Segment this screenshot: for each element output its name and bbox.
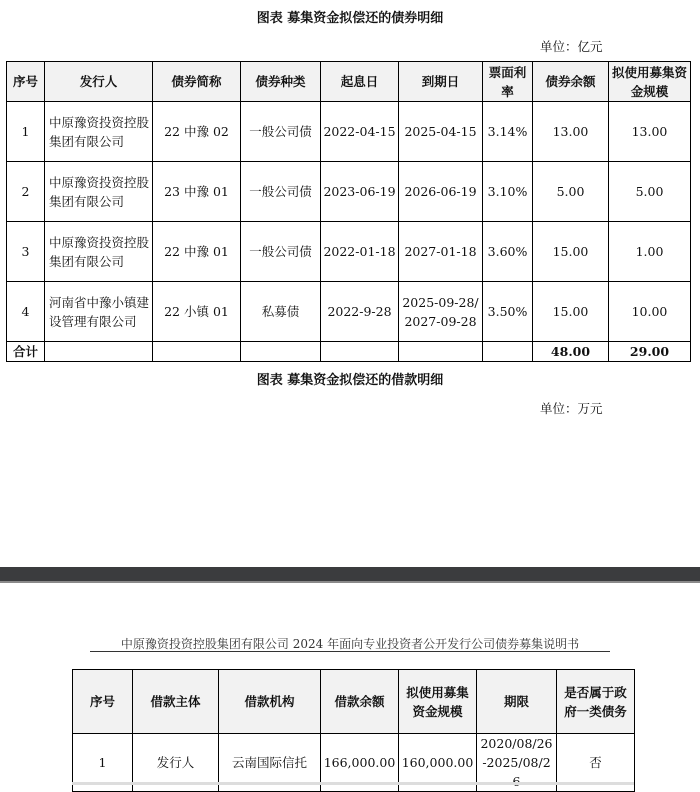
header-cell: 拟使用募集资金规模 xyxy=(609,62,691,102)
table-cell: 中原豫资投资控股集团有限公司 xyxy=(45,102,153,162)
table-cell: 10.00 xyxy=(609,282,691,342)
header-cell: 借款余额 xyxy=(321,670,399,734)
bond-table-header-row xyxy=(7,62,691,102)
table-cell: 160,000.00 xyxy=(399,734,477,792)
header-cell: 债券余额 xyxy=(533,62,609,102)
table-cell: 3.60% xyxy=(483,222,533,282)
header-cell: 借款主体 xyxy=(133,670,219,734)
table-cell: 一般公司债 xyxy=(241,222,321,282)
table-cell xyxy=(399,342,483,362)
total-label: 合计 xyxy=(7,342,45,362)
table-cell: 2025-09-28/2027-09-28 xyxy=(399,282,483,342)
table-cell xyxy=(321,342,399,362)
table-cell: 22 中豫 01 xyxy=(153,222,241,282)
table-cell: 3 xyxy=(7,222,45,282)
table-cell: 中原豫资投资控股集团有限公司 xyxy=(45,222,153,282)
header-cell: 票面利率 xyxy=(483,62,533,102)
loan-table-header-row xyxy=(73,670,635,734)
header-cell: 序号 xyxy=(73,670,133,734)
table-cell: 3.50% xyxy=(483,282,533,342)
table-cell xyxy=(241,342,321,362)
loan-table xyxy=(72,669,635,792)
table-cell xyxy=(45,342,153,362)
bond-table-unit: 单位：亿元 xyxy=(540,39,603,54)
header-cell: 序号 xyxy=(7,62,45,102)
loan-table-unit: 单位：万元 xyxy=(540,401,603,416)
table-cell: 否 xyxy=(557,734,635,792)
table-row xyxy=(7,162,691,222)
table-cell: 1 xyxy=(73,734,133,792)
table-cell: 2020/08/26-2025/08/2 xyxy=(477,734,557,792)
header-cell: 是否属于政府一类债务 xyxy=(557,670,635,734)
table-cell: 私募债 xyxy=(241,282,321,342)
table-cell: 2 xyxy=(7,162,45,222)
header-cell: 债券种类 xyxy=(241,62,321,102)
table-cell: 2023-06-19 xyxy=(321,162,399,222)
table-row xyxy=(7,222,691,282)
table-cell: 2026-06-19 xyxy=(399,162,483,222)
bond-table-title: 图表 募集资金拟偿还的债券明细 xyxy=(256,11,444,26)
table-cell: 23 中豫 01 xyxy=(153,162,241,222)
header-rule xyxy=(90,651,610,652)
table-row xyxy=(7,102,691,162)
table-cell: 22 中豫 02 xyxy=(153,102,241,162)
table-row xyxy=(7,282,691,342)
table-cell: 2027-01-18 xyxy=(399,222,483,282)
table-cell: 1.00 xyxy=(609,222,691,282)
table-cell: 河南省中豫小镇建设管理有限公司 xyxy=(45,282,153,342)
total-row xyxy=(7,342,691,362)
table-cell: 3.14% xyxy=(483,102,533,162)
table-cell: 2022-01-18 xyxy=(321,222,399,282)
table-cell: 中原豫资投资控股集团有限公司 xyxy=(45,162,153,222)
table-cell: 13.00 xyxy=(533,102,609,162)
table-cell: 5.00 xyxy=(609,162,691,222)
header-cell: 债券简称 xyxy=(153,62,241,102)
total-raise: 29.00 xyxy=(609,342,691,362)
header-cell: 起息日 xyxy=(321,62,399,102)
table-cell xyxy=(483,342,533,362)
table-cell: 22 小镇 01 xyxy=(153,282,241,342)
page-separator-edge xyxy=(0,581,700,583)
table-cell: 一般公司债 xyxy=(241,162,321,222)
page-running-header: 中原豫资投资控股集团有限公司 2024 年面向专业投资者公开发行公司债券募集说明书 xyxy=(120,637,580,651)
table-cell: 1 xyxy=(7,102,45,162)
table-cell: 13.00 xyxy=(609,102,691,162)
table-cell: 15.00 xyxy=(533,282,609,342)
header-cell: 发行人 xyxy=(45,62,153,102)
table-cell: 3.10% xyxy=(483,162,533,222)
table-cell: 2022-04-15 xyxy=(321,102,399,162)
bond-table xyxy=(6,61,691,362)
table-cell xyxy=(153,342,241,362)
table-cell: 5.00 xyxy=(533,162,609,222)
table-cell: 2025-04-15 xyxy=(399,102,483,162)
table-cell: 166,000.00 xyxy=(321,734,399,792)
header-cell: 期限 xyxy=(477,670,557,734)
page-separator xyxy=(0,567,700,581)
table-cell: 发行人 xyxy=(133,734,219,792)
header-cell: 到期日 xyxy=(399,62,483,102)
total-balance: 48.00 xyxy=(533,342,609,362)
loan-table-title: 图表 募集资金拟偿还的借款明细 xyxy=(256,373,444,388)
table-cell: 2022-9-28 xyxy=(321,282,399,342)
table-cell: 15.00 xyxy=(533,222,609,282)
table-cell: 云南国际信托 xyxy=(219,734,321,792)
header-cell: 借款机构 xyxy=(219,670,321,734)
header-cell: 拟使用募集资金规模 xyxy=(399,670,477,734)
table-cell: 一般公司债 xyxy=(241,102,321,162)
table-cell: 4 xyxy=(7,282,45,342)
